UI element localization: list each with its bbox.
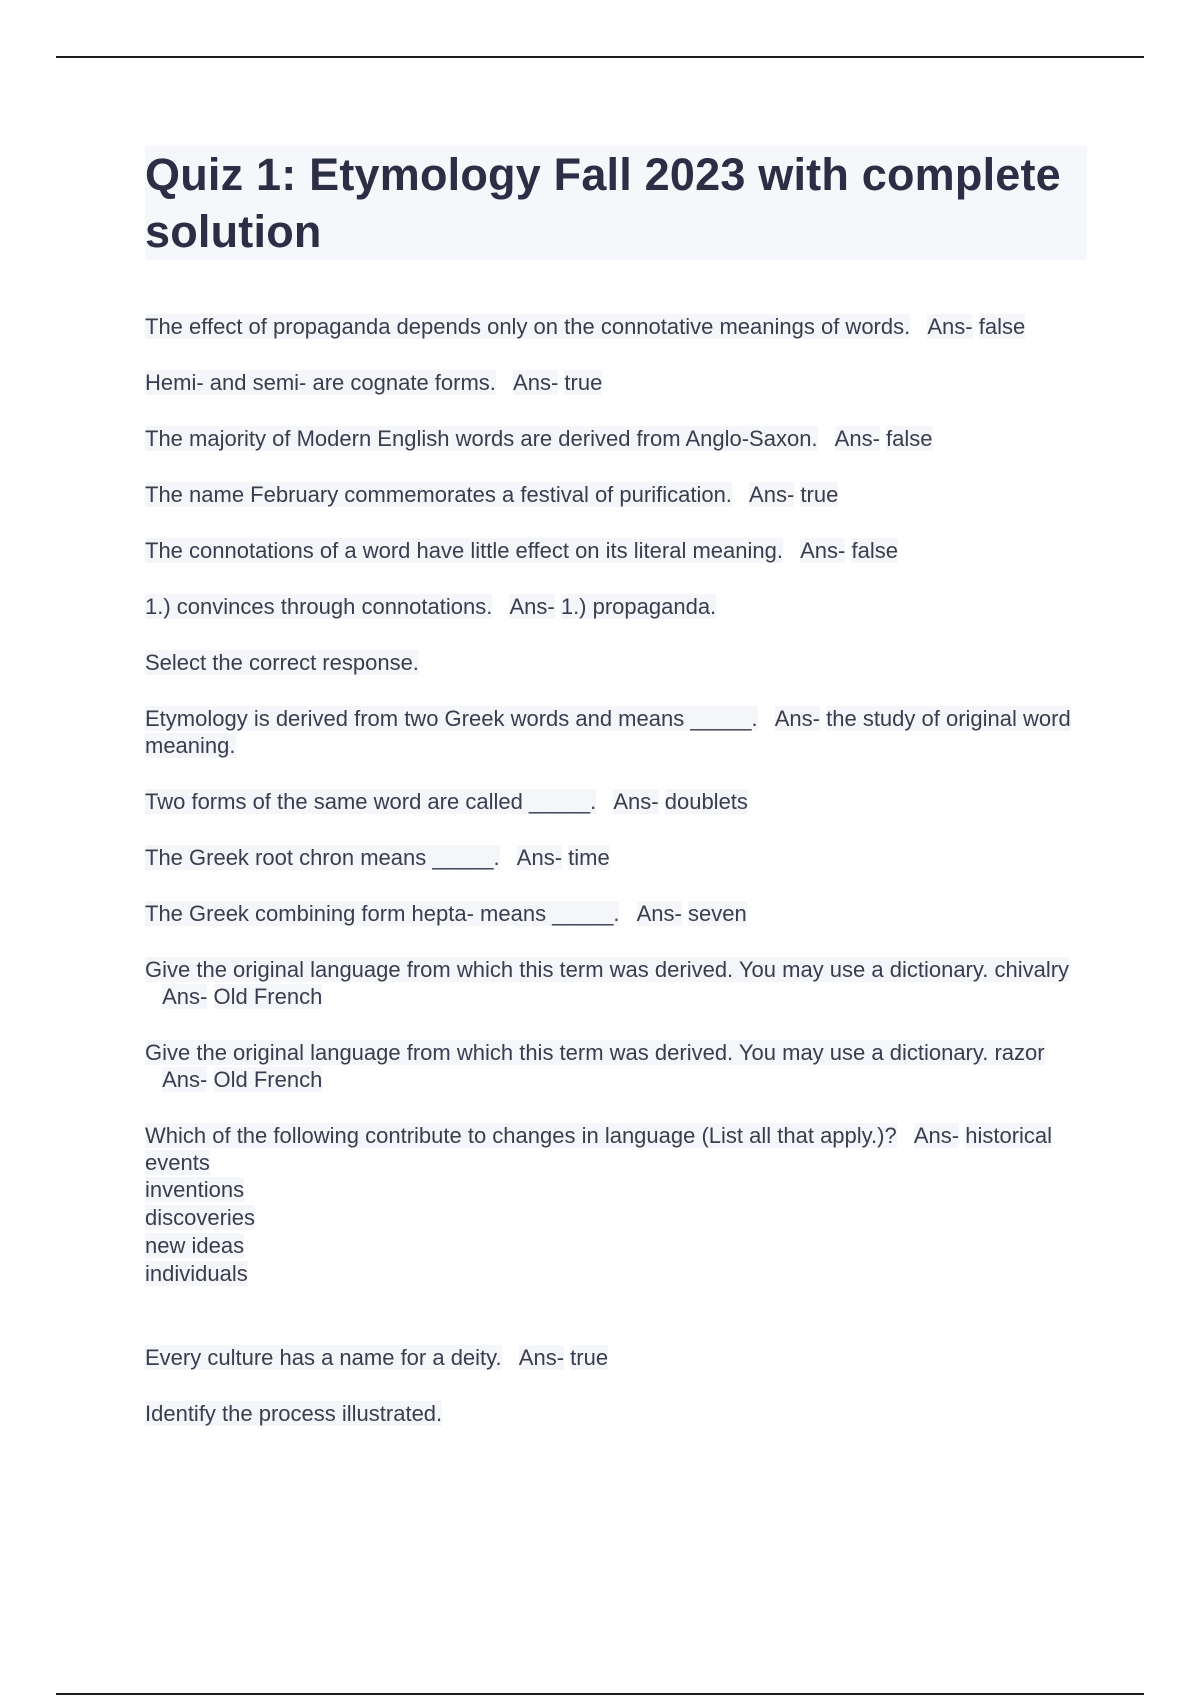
answer-prefix: Ans- (513, 370, 559, 395)
answer-text: true (570, 1345, 609, 1370)
question-text: Two forms of the same word are called _____. (145, 789, 597, 814)
qa-item (145, 481, 1085, 508)
footer-rule (56, 1693, 1144, 1695)
question-text: Hemi- and semi- are cognate forms. (145, 370, 496, 395)
answer-text: true (564, 370, 603, 395)
answer-text: false (886, 426, 933, 451)
qa-item (145, 788, 1085, 815)
qa-list (145, 313, 1085, 1456)
answer-prefix: Ans- (834, 426, 880, 451)
answer-prefix: Ans- (636, 901, 682, 926)
header-rule (56, 56, 1144, 58)
question-text: The Greek root chron means _____. (145, 845, 500, 870)
answer-text: false (851, 538, 898, 563)
question-text: The effect of propaganda depends only on the connotative meanings of words. (145, 314, 911, 339)
question-text: Select the correct response. (145, 650, 419, 675)
answer-text: doublets (664, 789, 748, 814)
qa-item (145, 844, 1085, 871)
list-item: individuals (145, 1261, 248, 1286)
answer-prefix: Ans- (800, 538, 846, 563)
question-text: Give the original language from which this term was derived. You may use a dictionary. chivalry (145, 957, 1070, 982)
list-item: inventions (145, 1177, 245, 1202)
answer-list (145, 1176, 1085, 1288)
qa-item (145, 369, 1085, 396)
list-item: new ideas (145, 1233, 245, 1258)
question-text: Give the original language from which this term was derived. You may use a dictionary. razor (145, 1040, 1045, 1065)
qa-item (145, 425, 1085, 452)
answer-prefix: Ans- (913, 1123, 960, 1148)
answer-text: time (568, 845, 610, 870)
answer-prefix: Ans- (162, 1067, 208, 1092)
question-text: The connotations of a word have little effect on its literal meaning. (145, 538, 783, 563)
answer-text: true (800, 482, 839, 507)
answer-prefix: Ans- (749, 482, 795, 507)
qa-item (145, 593, 1085, 620)
answer-prefix: Ans- (774, 706, 820, 731)
qa-item (145, 537, 1085, 564)
answer-prefix: Ans- (162, 984, 208, 1009)
qa-item (145, 956, 1085, 1010)
question-text: The majority of Modern English words are derived from Anglo-Saxon. (145, 426, 818, 451)
qa-item (145, 1039, 1085, 1093)
qa-item (145, 1400, 1085, 1427)
answer-prefix: Ans- (509, 594, 555, 619)
title-block (145, 146, 1087, 260)
question-text: 1.) convinces through connotations. (145, 594, 493, 619)
question-text: Which of the following contribute to changes in language (List all that apply.)? (145, 1123, 897, 1148)
qa-item (145, 705, 1085, 759)
question-text: Identify the process illustrated. (145, 1401, 443, 1426)
qa-item (145, 1344, 1085, 1371)
answer-text: false (978, 314, 1026, 339)
question-text: Every culture has a name for a deity. (145, 1345, 502, 1370)
answer-text: the study of original word meaning. (145, 706, 1071, 758)
qa-item (145, 1122, 1085, 1315)
answer-text: historical events (145, 1123, 1053, 1175)
question-text: Etymology is derived from two Greek words and means _____. (145, 706, 758, 731)
qa-item (145, 900, 1085, 927)
qa-item (145, 313, 1085, 340)
answer-prefix: Ans- (516, 845, 563, 870)
answer-text: Old French (213, 1067, 323, 1092)
answer-prefix: Ans- (613, 789, 659, 814)
qa-item (145, 649, 1085, 676)
answer-prefix: Ans- (927, 314, 973, 339)
answer-text: seven (687, 901, 747, 926)
page-title: Quiz 1: Etymology Fall 2023 with complete solution (145, 149, 1061, 257)
answer-text: Old French (213, 984, 323, 1009)
question-text: The Greek combining form hepta- means _____. (145, 901, 620, 926)
list-item: discoveries (145, 1205, 256, 1230)
question-text: The name February commemorates a festival of purification. (145, 482, 732, 507)
answer-text: 1.) propaganda. (560, 594, 717, 619)
answer-prefix: Ans- (518, 1345, 565, 1370)
